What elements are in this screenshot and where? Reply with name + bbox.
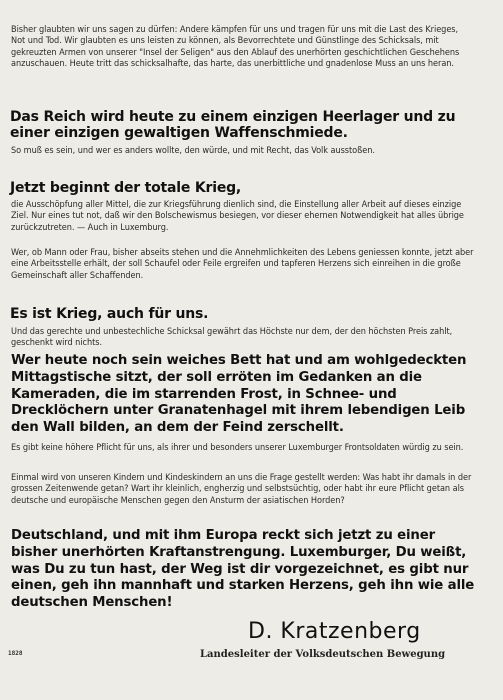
heading-es-ist-krieg: Es ist Krieg, auch für uns. — [10, 306, 209, 322]
emphasis-wer-heute: Wer heute noch sein weiches Bett hat und am wohlgedeckten Mittagstische sitzt, der soll erröten im Gedanken an die Kameraden, die im starrenden Frost, in Schnee- und Drecklöchern unter Granatenhagel mit ihrem lebendigen Leib den Wall bilden, an dem der Feind zerschellt. — [11, 353, 467, 436]
intro-paragraph: Bisher glaubten wir uns sagen zu dürfen: Andere kämpfen für uns und tragen für uns mit die Last des Krieges, Not und Tod. Wir glaubten es uns leisten zu können, als Bevorrechtete und Günstlinge des Schicksals, mit gekreuzten Armen von unserer "Insel der Seligen" aus den Ablauf des unerhörten geschichtlichen Geschehens anzuschauen. Heute tritt das schicksalhafte, das harte, das unerbittliche und gnadenlose Muss an uns heran. — [11, 25, 460, 70]
paragraph-schaufel: Wer, ob Mann oder Frau, bisher abseits stehen und die Annehmlichkeiten des Lebens geniessen konnte, jetzt aber eine Arbeitsstelle erhält, der soll Schaufel oder Feile ergreifen und tapferen Herzens sich einreihen in die große Gemeinschaft aller Schaffenden. — [11, 248, 474, 281]
paragraph-schicksal: Und das gerechte und unbestechliche Schicksal gewährt das Höchste nur dem, der den höchsten Preis zahlt, geschenkt wird nichts. — [11, 327, 453, 349]
paragraph-ausschoepfung: die Ausschöpfung aller Mittel, die zur Kriegsführung dienlich sind, die Einstellung aller Arbeit auf dieses einzige Ziel. Nur eines tut not, daß wir den Bolschewismus besiegen, vor dieser ehernen Notwendigkeit hat alles übrige zurückzutreten. — Auch in Luxemburg. — [11, 200, 464, 233]
paragraph-volk: So muß es sein, und wer es anders wollte, den würde, und mit Recht, das Volk ausstoßen. — [11, 146, 375, 156]
emphasis-deutschland: Deutschland, und mit ihm Europa reckt sich jetzt zu einer bisher unerhörten Kraftanstrengung. Luxemburger, Du weißt, was Du zu tun hast, der Weg ist dir vorgezeichnet, es gibt nur einen, geh ihn mannhaft und starken Herzens, geh ihn wie alle deutschen Menschen! — [11, 528, 475, 611]
signature-name: D. Kratzenberg — [248, 619, 421, 644]
heading-reich: Das Reich wird heute zu einem einzigen Heerlager und zu einer einzigen gewaltigen Waffenschmiede. — [10, 109, 456, 141]
paragraph-frage: Einmal wird von unseren Kindern und Kindeskindern an uns die Frage gestellt werden: Was habt ihr damals in der grossen Zeitenwende getan? Wart ihr kleinlich, engherzig und selbstsüchtig, oder habt ihr eure Pflicht getan als deutsche und europäische Menschen gegen den Ansturm der asiatischen Horden? — [11, 473, 472, 506]
heading-totaler-krieg: Jetzt beginnt der totale Krieg, — [10, 180, 242, 196]
signature-role: Landesleiter der Volksdeutschen Bewegung — [200, 649, 446, 660]
paragraph-pflicht: Es gibt keine höhere Pflicht für uns, als ihrer und besonders unserer Luxemburger Frontsoldaten würdig zu sein. — [11, 443, 464, 453]
print-stamp: 1828 — [8, 650, 23, 657]
